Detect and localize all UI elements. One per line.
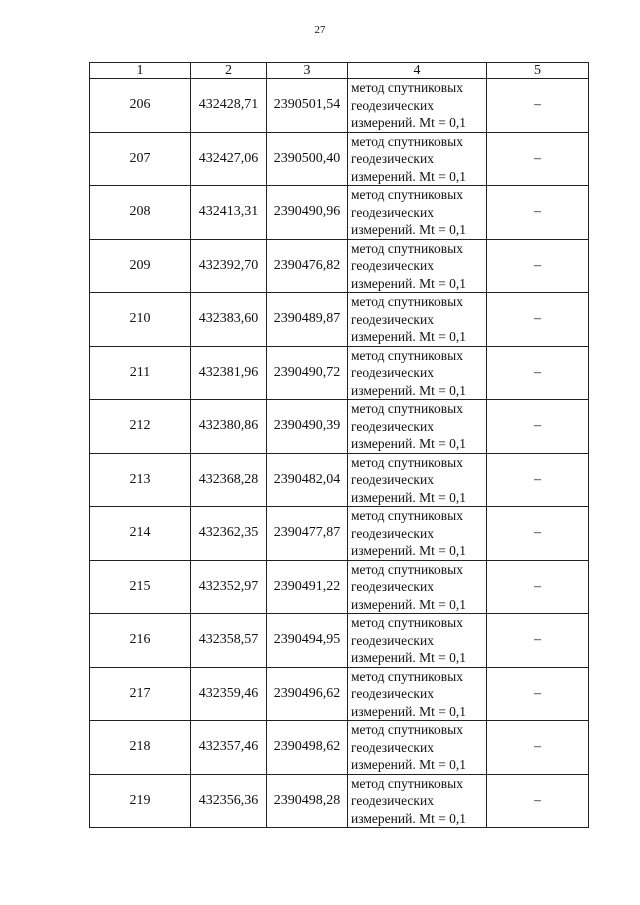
table-row bbox=[90, 560, 589, 614]
method-line: метод спутниковых bbox=[351, 294, 463, 309]
method-line: геодезических bbox=[351, 739, 434, 755]
x-coordinate-cell: 432368,28 bbox=[191, 453, 267, 507]
point-number-cell: 218 bbox=[90, 721, 191, 775]
y-coordinate-cell: 2390490,72 bbox=[267, 346, 348, 400]
method-line: метод спутниковых bbox=[351, 775, 463, 791]
method-line: геодезических bbox=[351, 793, 434, 808]
note-cell: – bbox=[487, 293, 589, 347]
table-row bbox=[90, 186, 589, 240]
method-line: метод спутниковых bbox=[351, 187, 463, 202]
point-number-cell: 216 bbox=[90, 614, 191, 668]
table-body bbox=[90, 79, 589, 828]
table-header-row bbox=[90, 63, 589, 79]
method-cell bbox=[348, 79, 487, 133]
note-cell: – bbox=[487, 346, 589, 400]
point-number-cell: 209 bbox=[90, 239, 191, 293]
x-coordinate-cell: 432381,96 bbox=[191, 346, 267, 400]
method-cell bbox=[348, 239, 487, 293]
y-coordinate-cell: 2390490,39 bbox=[267, 400, 348, 454]
method-line: геодезических bbox=[351, 151, 434, 166]
method-line: измерений. Mt = 0,1 bbox=[351, 543, 467, 558]
y-coordinate-cell: 2390498,62 bbox=[267, 721, 348, 775]
page-number: 27 bbox=[314, 24, 326, 36]
method-line: метод спутниковых bbox=[351, 80, 463, 95]
method-cell bbox=[348, 721, 487, 775]
point-number-cell: 206 bbox=[90, 79, 191, 133]
table-row bbox=[90, 614, 589, 668]
method-line: метод спутниковых bbox=[351, 133, 463, 149]
point-number-cell: 214 bbox=[90, 507, 191, 561]
note-cell: – bbox=[487, 507, 589, 561]
header-col-3: 3 bbox=[267, 63, 348, 79]
point-number-cell: 213 bbox=[90, 453, 191, 507]
table-row bbox=[90, 721, 589, 775]
y-coordinate-cell: 2390491,22 bbox=[267, 560, 348, 614]
method-cell bbox=[348, 293, 487, 347]
method-line: измерений. Mt = 0,1 bbox=[351, 596, 467, 612]
method-line: геодезических bbox=[351, 365, 434, 380]
header-col-2: 2 bbox=[191, 63, 267, 79]
y-coordinate-cell: 2390496,62 bbox=[267, 667, 348, 721]
note-cell: – bbox=[487, 132, 589, 186]
x-coordinate-cell: 432413,31 bbox=[191, 186, 267, 240]
method-line: метод спутниковых bbox=[351, 401, 463, 416]
method-line: измерений. Mt = 0,1 bbox=[351, 650, 467, 665]
y-coordinate-cell: 2390500,40 bbox=[267, 132, 348, 186]
method-line: измерений. Mt = 0,1 bbox=[351, 329, 467, 344]
method-line: измерений. Mt = 0,1 bbox=[351, 275, 467, 291]
method-line: метод спутниковых bbox=[351, 240, 463, 256]
note-cell: – bbox=[487, 186, 589, 240]
y-coordinate-cell: 2390482,04 bbox=[267, 453, 348, 507]
method-cell bbox=[348, 774, 487, 828]
method-line: измерений. Mt = 0,1 bbox=[351, 436, 467, 451]
method-line: метод спутниковых bbox=[351, 561, 463, 577]
header-col-5: 5 bbox=[487, 63, 589, 79]
x-coordinate-cell: 432383,60 bbox=[191, 293, 267, 347]
note-cell: – bbox=[487, 774, 589, 828]
y-coordinate-cell: 2390477,87 bbox=[267, 507, 348, 561]
method-line: измерений. Mt = 0,1 bbox=[351, 489, 467, 505]
point-number-cell: 211 bbox=[90, 346, 191, 400]
note-cell: – bbox=[487, 560, 589, 614]
method-line: измерений. Mt = 0,1 bbox=[351, 382, 467, 398]
method-line: метод спутниковых bbox=[351, 454, 463, 470]
x-coordinate-cell: 432356,36 bbox=[191, 774, 267, 828]
note-cell: – bbox=[487, 614, 589, 668]
note-cell: – bbox=[487, 400, 589, 454]
method-line: метод спутниковых bbox=[351, 668, 463, 684]
method-cell bbox=[348, 453, 487, 507]
point-number-cell: 208 bbox=[90, 186, 191, 240]
method-line: метод спутниковых bbox=[351, 347, 463, 363]
method-cell bbox=[348, 186, 487, 240]
method-line: геодезических bbox=[351, 632, 434, 648]
point-number-cell: 215 bbox=[90, 560, 191, 614]
method-line: измерений. Mt = 0,1 bbox=[351, 168, 467, 184]
method-line: измерений. Mt = 0,1 bbox=[351, 810, 467, 826]
x-coordinate-cell: 432352,97 bbox=[191, 560, 267, 614]
method-cell bbox=[348, 667, 487, 721]
method-cell bbox=[348, 560, 487, 614]
y-coordinate-cell: 2390489,87 bbox=[267, 293, 348, 347]
method-line: геодезических bbox=[351, 258, 434, 273]
point-number-cell: 212 bbox=[90, 400, 191, 454]
method-cell bbox=[348, 614, 487, 668]
y-coordinate-cell: 2390498,28 bbox=[267, 774, 348, 828]
method-cell bbox=[348, 507, 487, 561]
method-line: метод спутниковых bbox=[351, 722, 463, 737]
note-cell: – bbox=[487, 667, 589, 721]
header-col-4: 4 bbox=[348, 63, 487, 79]
method-line: геодезических bbox=[351, 311, 434, 327]
method-line: измерений. Mt = 0,1 bbox=[351, 115, 467, 130]
note-cell: – bbox=[487, 239, 589, 293]
table-row bbox=[90, 774, 589, 828]
table-row bbox=[90, 239, 589, 293]
point-number-cell: 207 bbox=[90, 132, 191, 186]
method-line: метод спутниковых bbox=[351, 508, 463, 523]
table-row bbox=[90, 400, 589, 454]
table-row bbox=[90, 79, 589, 133]
x-coordinate-cell: 432359,46 bbox=[191, 667, 267, 721]
method-line: измерений. Mt = 0,1 bbox=[351, 222, 467, 237]
table-row bbox=[90, 132, 589, 186]
table-row bbox=[90, 346, 589, 400]
header-col-1: 1 bbox=[90, 63, 191, 79]
x-coordinate-cell: 432428,71 bbox=[191, 79, 267, 133]
method-line: геодезических bbox=[351, 525, 434, 541]
point-number-cell: 210 bbox=[90, 293, 191, 347]
x-coordinate-cell: 432380,86 bbox=[191, 400, 267, 454]
x-coordinate-cell: 432427,06 bbox=[191, 132, 267, 186]
method-line: измерений. Mt = 0,1 bbox=[351, 757, 467, 772]
y-coordinate-cell: 2390494,95 bbox=[267, 614, 348, 668]
point-number-cell: 217 bbox=[90, 667, 191, 721]
method-line: геодезических bbox=[351, 686, 434, 701]
point-number-cell: 219 bbox=[90, 774, 191, 828]
table-row bbox=[90, 667, 589, 721]
coordinates-table bbox=[89, 62, 589, 828]
method-line: геодезических bbox=[351, 204, 434, 220]
note-cell: – bbox=[487, 453, 589, 507]
method-line: геодезических bbox=[351, 418, 434, 434]
note-cell: – bbox=[487, 79, 589, 133]
x-coordinate-cell: 432358,57 bbox=[191, 614, 267, 668]
y-coordinate-cell: 2390501,54 bbox=[267, 79, 348, 133]
y-coordinate-cell: 2390490,96 bbox=[267, 186, 348, 240]
method-line: геодезических bbox=[351, 97, 434, 113]
table-row bbox=[90, 453, 589, 507]
method-cell bbox=[348, 400, 487, 454]
x-coordinate-cell: 432362,35 bbox=[191, 507, 267, 561]
method-cell bbox=[348, 346, 487, 400]
method-line: геодезических bbox=[351, 472, 434, 487]
x-coordinate-cell: 432392,70 bbox=[191, 239, 267, 293]
x-coordinate-cell: 432357,46 bbox=[191, 721, 267, 775]
method-line: измерений. Mt = 0,1 bbox=[351, 703, 467, 719]
method-cell bbox=[348, 132, 487, 186]
y-coordinate-cell: 2390476,82 bbox=[267, 239, 348, 293]
note-cell: – bbox=[487, 721, 589, 775]
table-row bbox=[90, 293, 589, 347]
table-row bbox=[90, 507, 589, 561]
method-line: геодезических bbox=[351, 579, 434, 594]
method-line: метод спутниковых bbox=[351, 615, 463, 630]
